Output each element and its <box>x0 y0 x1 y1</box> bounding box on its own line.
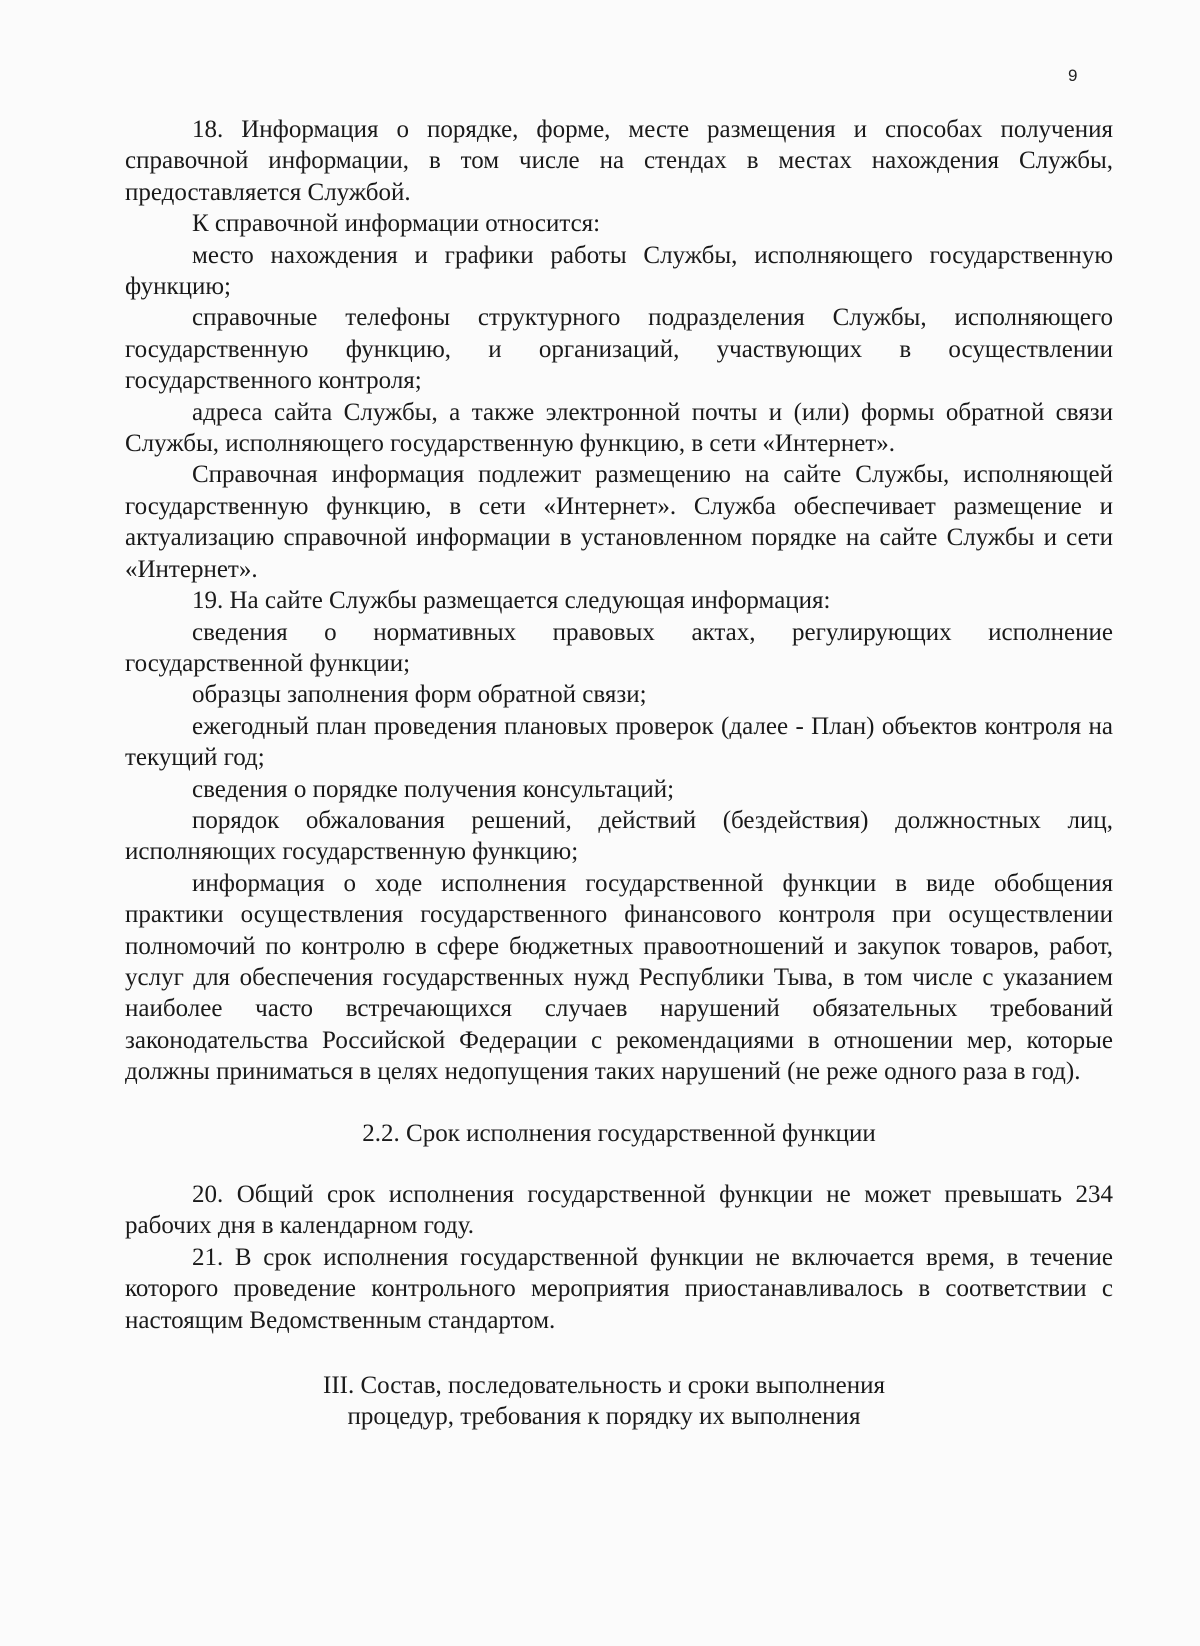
paragraph: К справочной информации относится: <box>192 210 601 238</box>
paragraph-19: 19. На сайте Службы размещается следующая информация: <box>192 587 831 615</box>
section-3-heading <box>125 1370 1113 1433</box>
paragraph: сведения о нормативных правовых актах, регулирующих исполнение государственной функции; <box>125 618 1113 677</box>
paragraph: образцы заполнения форм обратной связи; <box>192 681 647 709</box>
document-body <box>125 114 1113 1433</box>
paragraph: сведения о порядке получения консультаций; <box>192 775 675 803</box>
paragraph: ежегодный план проведения плановых проверок (далее - План) объектов контроля на текущий год; <box>125 712 1113 772</box>
paragraph: место нахождения и графики работы Службы, исполняющего государственную функцию; <box>125 241 1113 301</box>
page-number: 9 <box>1068 66 1078 85</box>
paragraph: порядок обжалования решений, действий (бездействия) должностных лиц, исполняющих государственную функцию; <box>125 806 1113 866</box>
paragraph-21: 21. В срок исполнения государственной функции не включается время, в течение которого проведение контрольного мероприятия приостанавливалось в соответствии с настоящим Ведомственным стандартом. <box>125 1243 1113 1334</box>
paragraph: информация о ходе исполнения государственной функции в виде обобщения практики осуществления государственного финансового контроля при осуществлении полномочий по контролю в сфере бюджетных правоотношений и закупок товаров, работ, услуг для обеспечения государственных нужд Республики Тыва, в том числе с указанием наиболее часто встречающихся случаев нарушений обязательных требований законодательства Российской Федерации с рекомендациями в отношении мер, которые должны приниматься в целях недопущения таких нарушений (не реже одного раза в год). <box>125 869 1113 1086</box>
paragraph: справочные телефоны структурного подразделения Службы, исполняющего государственную функцию, и организаций, участвующих в осуществлении государственного контроля; <box>125 304 1113 395</box>
paragraph: Справочная информация подлежит размещению на сайте Службы, исполняющей государственную функцию, в сети «Интернет». Служба обеспечивает размещение и актуализацию справочной информации в установленном порядке на сайте Службы и сети «Интернет». <box>125 461 1113 583</box>
section-3-heading-line-1: III. Состав, последовательность и сроки выполнения <box>323 1372 885 1400</box>
section-3-heading-line-2: процедур, требования к порядку их выполнения <box>347 1403 861 1431</box>
paragraph: адреса сайта Службы, а также электронной почты и (или) формы обратной связи Службы, исполняющего государственную функцию, в сети «Интернет». <box>125 398 1113 458</box>
paragraph-20: 20. Общий срок исполнения государственной функции не может превышать 234 рабочих дня в календарном году. <box>125 1181 1113 1240</box>
section-2-2-heading: 2.2. Срок исполнения государственной функции <box>362 1119 876 1147</box>
paragraph-18: 18. Информация о порядке, форме, месте размещения и способах получения справочной информации, в том числе на стендах в местах нахождения Службы, предоставляется Службой. <box>125 116 1113 206</box>
